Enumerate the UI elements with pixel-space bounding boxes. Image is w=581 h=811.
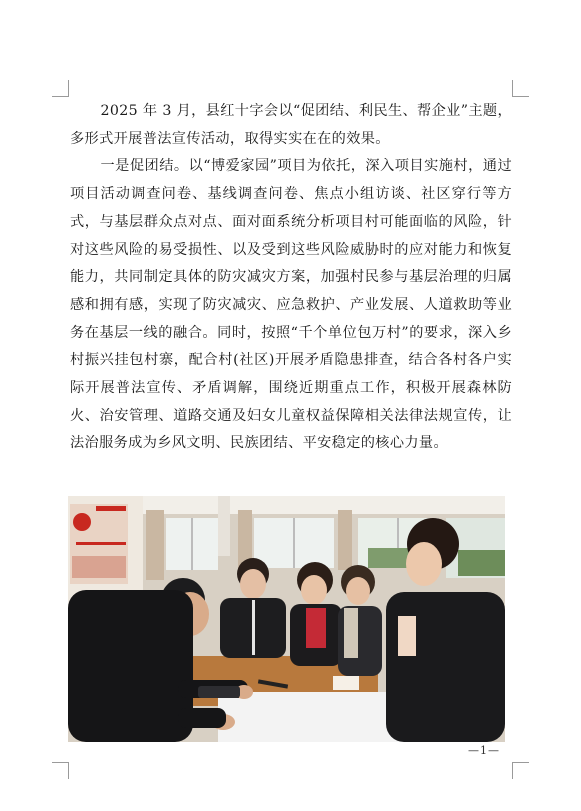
photo-image [68, 496, 505, 742]
crop-mark-top-right [512, 80, 529, 97]
body-text [70, 98, 512, 458]
crop-mark-bottom-right [512, 762, 529, 779]
event-photo [68, 496, 505, 742]
page-number: —1— [468, 744, 500, 757]
paragraph-unity: 一是促团结。以“博爱家园”项目为依托，深入项目实施村，通过项目活动调查问卷、基线调查问卷、焦点小组访谈、社区穿行等方式，与基层群众点对点、面对面系统分析项目村可能面临的风险，针对这些风险的易受损性、以及受到这些风险威胁时的应对能力和恢复能力，共同制定具体的防灾减灾方案，加强村民参与基层治理的归属感和拥有感，实现了防灾减灾、应急救护、产业发展、人道救助等业务在基层一线的融合。同时，按照“千个单位包万村”的要求，深入乡村振兴挂包村寨，配合村(社区)开展矛盾隐患排查，结合各村各户实际开展普法宣传、矛盾调解，围绕近期重点工作，积极开展森林防火、治安管理、道路交通及妇女儿童权益保障相关法律法规宣传，让法治服务成为乡风文明、民族团结、平安稳定的核心力量。 [70, 158, 512, 452]
crop-mark-top-left [52, 80, 69, 97]
paragraph-intro: 2025 年 3 月，县红十字会以“促团结、利民生、帮企业”主题，多形式开展普法宣传活动，取得实实在在的效果。 [70, 103, 512, 147]
crop-mark-bottom-left [52, 762, 69, 779]
